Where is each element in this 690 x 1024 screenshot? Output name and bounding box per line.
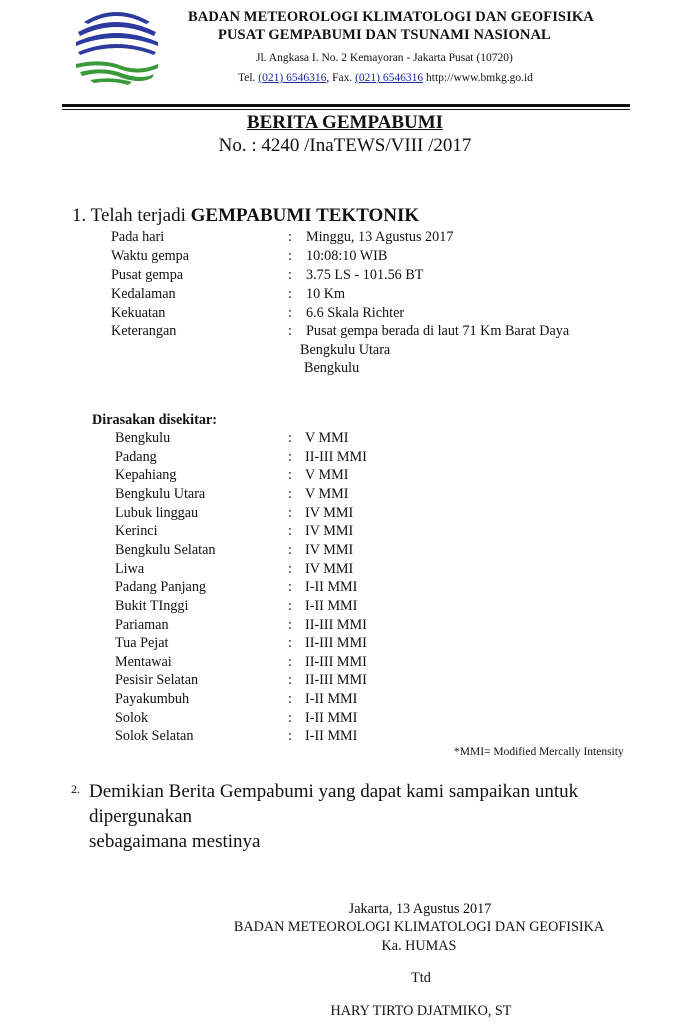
keterangan-line2: Bengkulu Utara bbox=[300, 342, 391, 358]
logo-blue-waves bbox=[76, 12, 158, 55]
felt-place: Solok bbox=[115, 709, 149, 726]
felt-place: Kepahiang bbox=[115, 467, 177, 484]
felt-mmi: I-II MMI bbox=[305, 597, 358, 614]
felt-place: Bengkulu bbox=[115, 430, 171, 446]
section1-intro: Telah terjadi bbox=[90, 205, 186, 226]
felt-separator: : bbox=[288, 709, 292, 726]
felt-place: Liwa bbox=[115, 560, 145, 577]
felt-mmi: II-III MMI bbox=[305, 616, 367, 633]
detail-label: Keterangan bbox=[111, 323, 177, 339]
section2-line2: dipergunakan bbox=[89, 806, 193, 827]
keterangan-line3: Bengkulu bbox=[304, 360, 360, 376]
section2-number: 2. bbox=[71, 782, 80, 796]
felt-separator: : bbox=[288, 560, 292, 577]
felt-mmi: IV MMI bbox=[305, 523, 354, 540]
detail-value: Pusat gempa berada di laut 71 Km Barat Daya bbox=[306, 323, 570, 339]
felt-mmi: V MMI bbox=[305, 485, 349, 502]
felt-mmi: I-II MMI bbox=[305, 728, 358, 745]
detail-label: Waktu gempa bbox=[111, 248, 190, 264]
felt-separator: : bbox=[288, 485, 292, 502]
signature-ttd: Ttd bbox=[411, 970, 431, 986]
detail-separator: : bbox=[288, 286, 292, 302]
bmkg-logo bbox=[72, 4, 160, 86]
felt-place: Bukit TInggi bbox=[115, 597, 189, 614]
felt-heading: Dirasakan disekitar: bbox=[92, 412, 217, 428]
felt-place: Pesisir Selatan bbox=[115, 672, 199, 689]
detail-separator: : bbox=[288, 305, 292, 321]
felt-separator: : bbox=[288, 691, 292, 708]
felt-place: Bengkulu Selatan bbox=[115, 541, 216, 558]
felt-mmi: II-III MMI bbox=[305, 672, 367, 689]
felt-separator: : bbox=[288, 672, 292, 689]
felt-mmi: I-II MMI bbox=[305, 691, 358, 708]
felt-place: Padang bbox=[115, 448, 157, 465]
felt-separator: : bbox=[288, 504, 292, 521]
felt-place: Mentawai bbox=[115, 653, 172, 670]
mmi-footnote: *MMI= Modified Mercally Intensity bbox=[454, 746, 624, 758]
fax-link[interactable]: (021) 6546316 bbox=[355, 72, 424, 84]
detail-value: 6.6 Skala Richter bbox=[306, 305, 405, 321]
detail-separator: : bbox=[288, 229, 292, 245]
felt-place: Padang Panjang bbox=[115, 579, 207, 596]
felt-place: Kerinci bbox=[115, 523, 158, 540]
felt-mmi: I-II MMI bbox=[305, 709, 358, 726]
felt-separator: : bbox=[288, 541, 292, 558]
felt-place: Lubuk linggau bbox=[115, 504, 199, 521]
felt-separator: : bbox=[288, 653, 292, 670]
felt-separator: : bbox=[288, 448, 292, 465]
website[interactable]: http://www.bmkg.go.id bbox=[426, 72, 533, 84]
felt-separator: : bbox=[288, 430, 292, 446]
header-rule-thick bbox=[62, 104, 630, 107]
felt-mmi: II-III MMI bbox=[305, 653, 367, 670]
felt-mmi: V MMI bbox=[305, 467, 349, 484]
section1-heading bbox=[72, 205, 419, 227]
felt-place: Pariaman bbox=[115, 616, 169, 633]
felt-mmi: II-III MMI bbox=[305, 448, 367, 465]
detail-separator: : bbox=[288, 267, 292, 283]
detail-separator: : bbox=[288, 323, 292, 339]
contact-line bbox=[238, 72, 533, 84]
felt-place: Solok Selatan bbox=[115, 728, 194, 745]
felt-mmi: IV MMI bbox=[305, 541, 354, 558]
felt-separator: : bbox=[288, 728, 292, 745]
document-title: BERITA GEMPABUMI bbox=[246, 112, 444, 133]
logo-green-waves bbox=[76, 61, 158, 85]
section1-intro-bold: GEMPABUMI TEKTONIK bbox=[190, 205, 420, 226]
detail-value: 10:08:10 WIB bbox=[306, 248, 388, 264]
signature-org: BADAN METEOROLOGI KLIMATOLOGI DAN GEOFISIKA bbox=[233, 919, 605, 935]
fax-label: , Fax. bbox=[326, 72, 353, 84]
section2-line3: sebagaimana mestinya bbox=[89, 831, 261, 852]
detail-separator: : bbox=[288, 248, 292, 264]
section1-number: 1. bbox=[72, 205, 87, 226]
felt-place: Payakumbuh bbox=[115, 691, 190, 708]
signature-position: Ka. HUMAS bbox=[381, 938, 457, 954]
felt-separator: : bbox=[288, 523, 292, 540]
felt-place: Bengkulu Utara bbox=[115, 485, 206, 502]
felt-mmi: I-II MMI bbox=[305, 579, 358, 596]
felt-separator: : bbox=[288, 616, 292, 633]
detail-label: Pada hari bbox=[111, 229, 165, 245]
detail-value: Minggu, 13 Agustus 2017 bbox=[306, 229, 454, 245]
tel-label: Tel. bbox=[238, 72, 256, 84]
felt-separator: : bbox=[288, 635, 292, 652]
felt-separator: : bbox=[288, 579, 292, 596]
signature-name: HARY TIRTO DJATMIKO, ST bbox=[330, 1003, 512, 1019]
felt-separator: : bbox=[288, 467, 292, 484]
felt-mmi: V MMI bbox=[305, 430, 349, 446]
detail-label: Kedalaman bbox=[111, 286, 176, 302]
felt-place: Tua Pejat bbox=[115, 635, 169, 652]
signature-place-date: Jakarta, 13 Agustus 2017 bbox=[348, 901, 492, 917]
org-name-line2: PUSAT GEMPABUMI DAN TSUNAMI NASIONAL bbox=[218, 27, 551, 43]
felt-mmi: IV MMI bbox=[305, 560, 354, 577]
felt-mmi: II-III MMI bbox=[305, 635, 367, 652]
detail-value: 3.75 LS - 101.56 BT bbox=[306, 267, 424, 283]
felt-mmi: IV MMI bbox=[305, 504, 354, 521]
org-name-line1: BADAN METEOROLOGI KLIMATOLOGI DAN GEOFISIKA bbox=[188, 9, 594, 25]
tel-link[interactable]: (021) 6546316 bbox=[258, 72, 327, 84]
detail-value: 10 Km bbox=[306, 286, 346, 302]
header-rule-thin bbox=[62, 109, 630, 110]
detail-label: Kekuatan bbox=[111, 305, 166, 321]
detail-label: Pusat gempa bbox=[111, 267, 184, 283]
section2-line1: Demikian Berita Gempabumi yang dapat kami sampaikan untuk bbox=[89, 781, 579, 802]
address: Jl. Angkasa I. No. 2 Kemayoran - Jakarta Pusat (10720) bbox=[256, 52, 513, 64]
felt-separator: : bbox=[288, 597, 292, 614]
document-number: No. : 4240 /InaTEWS/VIII /2017 bbox=[218, 135, 472, 156]
